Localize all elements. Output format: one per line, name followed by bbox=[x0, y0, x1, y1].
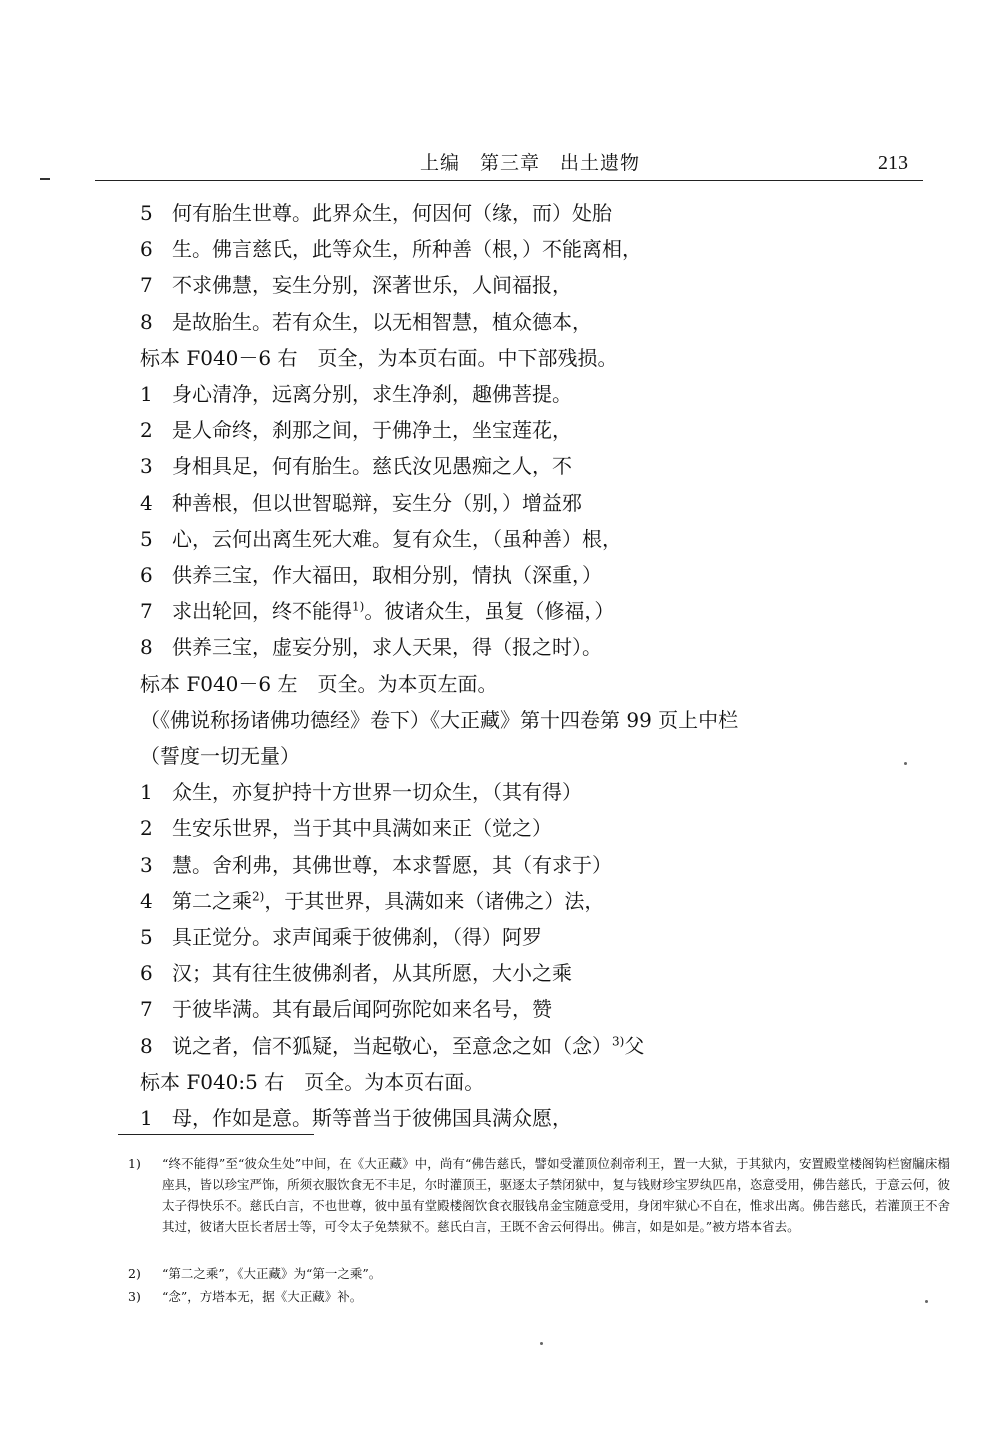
scan-speck bbox=[540, 1342, 543, 1345]
line-text: 标本 F040:5 右 页全。为本页右面。 bbox=[140, 1069, 485, 1094]
scan-speck bbox=[904, 762, 907, 765]
text-line bbox=[140, 272, 572, 298]
text-line bbox=[140, 852, 612, 878]
footnote-reference: 2) bbox=[252, 889, 265, 904]
line-text: 身心清净，远离分别，求生净刹，趣佛菩提。 bbox=[172, 382, 572, 406]
line-text: 众生，亦复护持十方世界一切众生，（其有得） bbox=[172, 780, 582, 805]
text-line bbox=[140, 634, 602, 660]
line-text: 具正觉分。求声闻乘于彼佛刹，（得）阿罗 bbox=[172, 925, 542, 949]
text-line bbox=[140, 888, 604, 914]
line-text-continued: ，于其世界，具满如来（诸佛之）法， bbox=[264, 888, 605, 913]
text-line bbox=[140, 815, 552, 841]
line-text: 身相具足，何有胎生。慈氏汝见愚痴之人，不 bbox=[172, 454, 572, 479]
line-text: 生安乐世界，当于其中具满如来正（觉之） bbox=[172, 816, 552, 841]
line-text: 是人命终，刹那之间，于佛净土，坐宝莲花， bbox=[172, 418, 572, 443]
line-number: 5 bbox=[140, 201, 153, 225]
line-text-continued: 。彼诸众生，虽复（修福，） bbox=[364, 599, 615, 624]
text-line bbox=[140, 1033, 644, 1059]
footnote-text: “第二之乘”，《大正藏》为“第一之乘”。 bbox=[162, 1266, 382, 1281]
margin-mark bbox=[40, 178, 50, 180]
line-text: 供养三宝，虚妄分别，求人天果，得（报之时）。 bbox=[172, 635, 602, 660]
footnote bbox=[128, 1286, 950, 1307]
line-number: 4 bbox=[140, 490, 153, 515]
text-line bbox=[140, 743, 300, 769]
line-number: 1 bbox=[140, 382, 153, 406]
line-text: 供养三宝，作大福田，取相分别，情执（深重，） bbox=[172, 563, 602, 587]
text-line bbox=[140, 671, 498, 697]
header-rule bbox=[95, 180, 923, 181]
line-number: 8 bbox=[140, 1033, 153, 1058]
text-line bbox=[140, 1105, 572, 1131]
footnote bbox=[128, 1263, 950, 1284]
running-header: 上编 第三章 出土遗物 bbox=[420, 152, 641, 174]
line-number: 5 bbox=[140, 925, 153, 949]
line-text: （《佛说称扬诸佛功德经》卷下）《大正藏》第十四卷第 99 页上中栏 bbox=[140, 707, 739, 732]
line-number: 7 bbox=[140, 273, 153, 298]
footnote bbox=[128, 1153, 950, 1237]
footnote-text: “终不能得”至“彼众生处”中间，在《大正藏》中，尚有“佛告慈氏，譬如受灌顶位刹帝利王，置一大狱，于其狱内，安置殿堂楼阁钩栏窗牖床榻座具，皆以珍宝严饰，所须衣服饮食无不丰足，尔时灌顶王，驱逐太子禁闭狱中，复与钱财珍宝罗纨匹帛，恣意受用，佛告慈氏，于意云何，彼太子得快乐不。慈氏白言，不也世尊，彼中虽有堂殿楼阁饮食衣服钱帛金宝随意受用，身闭牢狱心不自在，惟求出离。佛告慈氏，若灌顶王不舍其过，彼诸大臣长者居士等，可令太子免禁狱不。慈氏白言，王既不舍云何得出。佛言，如是如是。”被方塔本省去。 bbox=[162, 1156, 950, 1234]
line-number: 1 bbox=[140, 780, 153, 805]
text-line bbox=[140, 345, 618, 371]
line-number: 3 bbox=[140, 454, 153, 479]
text-line bbox=[140, 924, 542, 950]
line-text: 是故胎生。若有众生，以无相智慧，植众德本， bbox=[172, 309, 592, 334]
footnote-text: “念”，方塔本无，据《大正藏》补。 bbox=[162, 1289, 363, 1304]
line-text: 何有胎生世尊。此界众生，何因何（缘，而）处胎 bbox=[172, 201, 612, 225]
text-line bbox=[140, 526, 622, 552]
line-number: 7 bbox=[140, 997, 153, 1022]
line-number: 6 bbox=[140, 237, 153, 262]
text-line bbox=[140, 996, 552, 1022]
line-number: 6 bbox=[140, 961, 153, 986]
line-text: 求出轮回，终不能得 bbox=[172, 599, 352, 624]
text-line bbox=[140, 381, 572, 407]
text-line bbox=[140, 562, 602, 588]
text-line bbox=[140, 200, 612, 226]
line-text: 心，云何出离生死大难。复有众生，（虽种善）根， bbox=[172, 526, 622, 551]
line-number: 8 bbox=[140, 635, 153, 660]
text-line bbox=[140, 960, 572, 986]
line-text: 第二之乘 bbox=[172, 888, 252, 913]
line-text: （誓度一切无量） bbox=[140, 744, 300, 768]
line-number: 8 bbox=[140, 309, 153, 334]
text-line bbox=[140, 779, 582, 805]
line-number: 6 bbox=[140, 563, 153, 587]
text-line bbox=[140, 453, 572, 479]
line-text: 慧。舍利弗，其佛世尊，本求誓愿，其（有求于） bbox=[172, 852, 612, 877]
footnote-mark: 2) bbox=[128, 1266, 141, 1281]
line-text: 不求佛慧，妄生分别，深著世乐，人间福报， bbox=[172, 273, 572, 298]
text-line bbox=[140, 309, 592, 335]
line-number: 3 bbox=[140, 852, 153, 877]
scan-speck bbox=[925, 1300, 928, 1303]
footnote-mark: 1) bbox=[128, 1156, 141, 1171]
line-text: 于彼毕满。其有最后闻阿弥陀如来名号，赞 bbox=[172, 997, 552, 1022]
line-text: 种善根，但以世智聪辩，妄生分（别，）增益邪 bbox=[172, 490, 582, 515]
line-number: 7 bbox=[140, 599, 153, 624]
line-number: 2 bbox=[140, 418, 153, 443]
line-text: 说之者，信不狐疑，当起敬心，至意念之如（念） bbox=[172, 1033, 612, 1058]
line-number: 5 bbox=[140, 526, 153, 551]
line-number: 1 bbox=[140, 1106, 153, 1130]
text-line bbox=[140, 490, 582, 516]
footnote-reference: 1) bbox=[352, 599, 365, 614]
text-line bbox=[140, 707, 738, 733]
text-line bbox=[140, 1069, 484, 1095]
text-line bbox=[140, 236, 642, 262]
footnote-rule bbox=[118, 1134, 314, 1135]
line-text: 生。佛言慈氏，此等众生，所种善（根，）不能离相， bbox=[172, 237, 642, 262]
text-line bbox=[140, 417, 572, 443]
line-number: 4 bbox=[140, 888, 153, 913]
line-text: 母，作如是意。斯等普当于彼佛国具满众愿， bbox=[172, 1106, 572, 1130]
text-line bbox=[140, 598, 614, 624]
line-number: 2 bbox=[140, 816, 153, 841]
footnote-reference: 3) bbox=[612, 1033, 625, 1048]
footnote-mark: 3) bbox=[128, 1289, 141, 1304]
line-text: 标本 F040－6 右 页全，为本页右面。中下部残损。 bbox=[140, 345, 618, 370]
page-number: 213 bbox=[878, 152, 908, 174]
line-text: 标本 F040－6 左 页全。为本页左面。 bbox=[140, 671, 498, 696]
line-text: 汉；其有往生彼佛刹者，从其所愿，大小之乘 bbox=[172, 961, 572, 986]
line-text-continued: 父 bbox=[624, 1033, 645, 1058]
